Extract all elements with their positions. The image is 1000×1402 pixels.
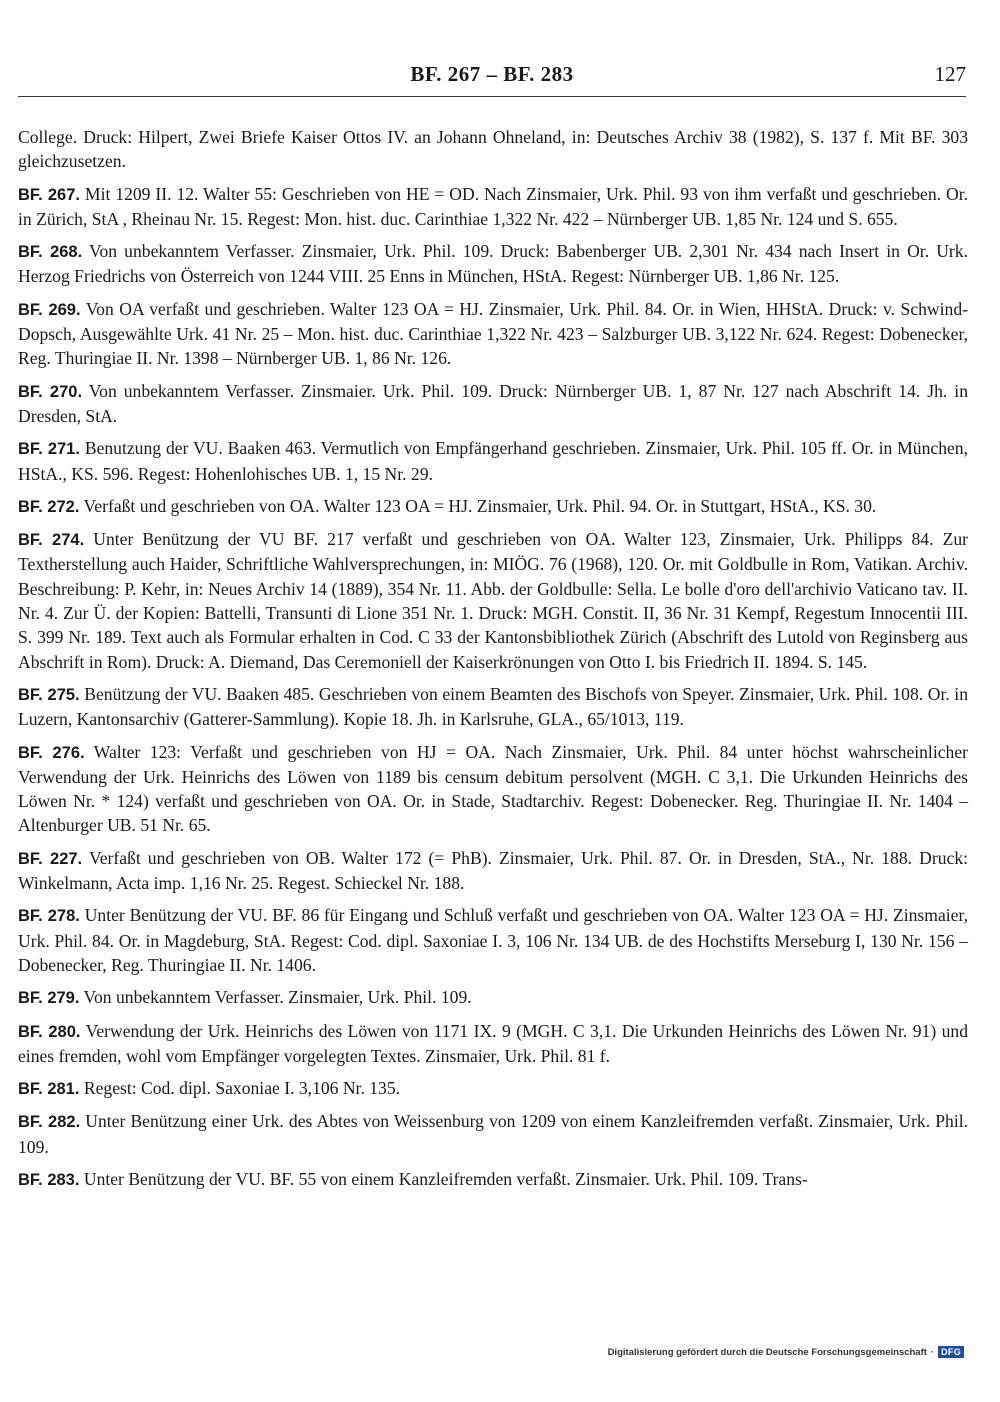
entry-id: BF. 274. [18, 531, 85, 550]
entry-id: BF. 267. [18, 185, 80, 204]
entry-text: Walter 123: Verfaßt und geschrieben von HJ = OA. Nach Zinsmaier, Urk. Phil. 84 unter höchst wahrscheinlicher Verwendung der Urk. Heinrichs des Löwen von 1189 bis censum debitum persolvent (MGH. C 3,1. Die Urkunden Heinrichs des Löwen Nr. * 124) verfaßt und geschrieben von OA. Or. in Stade, Stadtarchiv. Regest: Dobenecker. Reg. Thuringiae II. Nr. 1404 – Altenburger UB. 51 Nr. 65. [18, 741, 968, 836]
digitization-credit [608, 1346, 964, 1358]
running-title: BF. 267 – BF. 283 [410, 62, 574, 86]
entry-paragraph [18, 297, 968, 371]
header-divider [18, 96, 966, 97]
continuation-paragraph: College. Druck: Hilpert, Zwei Briefe Kaiser Ottos IV. an Johann Ohneland, in: Deutsches Archiv 38 (1982), S. 137 f. Mit BF. 303 gleichzusetzen. [18, 127, 968, 172]
entry-id: BF. 276. [18, 743, 85, 762]
entry-text: Regest: Cod. dipl. Saxoniae I. 3,106 Nr. 135. [83, 1078, 401, 1099]
entry-text: Verfaßt und geschrieben von OA. Walter 123 OA = HJ. Zinsmaier, Urk. Phil. 94. Or. in Stuttgart, HStA., KS. 30. [83, 495, 877, 516]
entry-paragraph [18, 436, 968, 486]
entry-id: BF. 271. [18, 440, 80, 459]
entry-paragraph [18, 182, 968, 232]
entry-id: BF. 278. [18, 907, 80, 926]
entry-id: BF. 281. [18, 1080, 80, 1099]
entry-paragraph [18, 682, 968, 732]
entry-id: BF. 280. [18, 1022, 81, 1041]
entry-id: BF. 270. [18, 382, 83, 401]
entry-id: BF. 272. [18, 497, 80, 516]
entry-paragraph [18, 903, 968, 977]
entry-paragraph [18, 379, 968, 429]
dfg-logo: DFG [938, 1346, 964, 1358]
entry-text: Mit 1209 II. 12. Walter 55: Geschrieben von HE = OD. Nach Zinsmaier, Urk. Phil. 93 von ihm verfaßt und geschrieben. Or. in Zürich, StA , Rheinau Nr. 15. Regest: Mon. hist. duc. Carinthiae 1,322 Nr. 422 – Nürnberger UB. 1,85 Nr. 124 und S. 655. [18, 183, 968, 229]
page-number: 127 [934, 62, 966, 86]
entry-paragraph [18, 1167, 968, 1192]
entry-paragraph [18, 1076, 968, 1101]
entry-text: Von unbekanntem Verfasser. Zinsmaier, Urk. Phil. 109. [83, 987, 472, 1008]
entry-paragraph [18, 846, 968, 896]
entry-text: Verfaßt und geschrieben von OB. Walter 172 (= PhB). Zinsmaier, Urk. Phil. 87. Or. in Dresden, StA., Nr. 188. Druck: Winkelmann, Acta imp. 1,16 Nr. 25. Regest. Schieckel Nr. 188. [18, 847, 968, 894]
entry-id: BF. 227. [18, 849, 83, 868]
entry-id: BF. 279. [18, 989, 80, 1008]
document-body [18, 125, 968, 1200]
entry-paragraph [18, 494, 968, 519]
entry-paragraph [18, 740, 968, 838]
entry-text: Unter Benützung einer Urk. des Abtes von Weissenburg von 1209 von einem Kanzleifremden verfaßt. Zinsmaier, Urk. Phil. 109. [18, 1111, 968, 1157]
entry-paragraph [18, 985, 968, 1010]
entry-paragraph [18, 239, 968, 289]
entry-paragraph [18, 1019, 968, 1069]
entry-id: BF. 269. [18, 300, 81, 319]
entry-paragraph [18, 1109, 968, 1159]
entry-text: Unter Benützung der VU. BF. 86 für Eingang und Schluß verfaßt und geschrieben von OA. Walter 123 OA = HJ. Zinsmaier, Urk. Phil. 84. Or. in Magdeburg, StA. Regest: Cod. dipl. Saxoniae I. 3, 106 Nr. 134 UB. de des Hochstifts Merseburg I, 130 Nr. 156 – Dobenecker, Reg. Thuringiae II. Nr. 1406. [18, 905, 969, 975]
entry-id: BF. 283. [18, 1170, 80, 1189]
credit-separator: · [930, 1346, 935, 1358]
entry-text: Von OA verfaßt und geschrieben. Walter 123 OA = HJ. Zinsmaier, Urk. Phil. 84. Or. in Wien, HHStA. Druck: v. Schwind-Dopsch, Ausgewählte Urk. 41 Nr. 25 – Mon. hist. duc. Carinthiae 1,322 Nr. 423 – Salzburger UB. 3,122 Nr. 624. Regest: Dobenecker, Reg. Thuringiae II. Nr. 1398 – Nürnberger UB. 1, 86 Nr. 126. [18, 298, 968, 369]
entry-text: Von unbekanntem Verfasser. Zinsmaier. Urk. Phil. 109. Druck: Nürnberger UB. 1, 87 Nr. 127 nach Abschrift 14. Jh. in Dresden, StA. [18, 380, 968, 426]
entry-text: Unter Benützung der VU BF. 217 verfaßt und geschrieben von OA. Walter 123, Zinsmaier, Urk. Philipps 84. Zur Textherstellung auch Haider, Schriftliche Wahlversprechungen, in: MIÖG. 76 (1968), 120. Or. mit Goldbulle in Rom, Vatikan. Archiv. Beschreibung: P. Kehr, in: Neues Archiv 14 (1889), 354 Nr. 11. Abb. der Goldbulle: Sella. Le bolle d'oro dell'archivio Vaticano tav. II. Nr. 4. Zur Ü. der Kopien: Battelli, Transunti di Lione 351 Nr. 1. Druck: MGH. Constit. II, 36 Nr. 31 Kempf, Regestum Innocentii III. S. 399 Nr. 189. Text auch als Formular erhalten in Cod. C 33 der Kantonsbibliothek Zürich (Abschrift des Lutold von Reginsberg aus Abschrift in Rom). Druck: A. Diemand, Das Ceremoniell der Kaiserkrönungen von Otto I. bis Friedrich II. 1894. S. 145. [18, 529, 968, 672]
entry-id: BF. 282. [18, 1113, 81, 1132]
entry-paragraph [18, 527, 968, 674]
entry-id: BF. 275. [18, 685, 80, 704]
entry-id: BF. 268. [18, 243, 83, 262]
entry-text: Unter Benützung der VU. BF. 55 von einem Kanzleifremden verfaßt. Zinsmaier. Urk. Phil. 109. Trans- [83, 1168, 808, 1189]
page-header [18, 62, 966, 94]
entry-text: Benutzung der VU. Baaken 463. Vermutlich von Empfängerhand geschrieben. Zinsmaier, Urk. Phil. 105 ff. Or. in München, HStA., KS. 596. Regest: Hohenlohisches UB. 1, 15 Nr. 29. [18, 438, 968, 484]
entry-text: Benützung der VU. Baaken 485. Geschrieben von einem Beamten des Bischofs von Speyer. Zinsmaier, Urk. Phil. 108. Or. in Luzern, Kantonsarchiv (Gatterer-Sammlung). Kopie 18. Jh. in Karlsruhe, GLA., 65/1013, 119. [18, 683, 968, 730]
entry-text: Verwendung der Urk. Heinrichs des Löwen von 1171 IX. 9 (MGH. C 3,1. Die Urkunden Heinrichs des Löwen Nr. 91) und eines fremden, wohl vom Empfänger vorgelegten Textes. Zinsmaier, Urk. Phil. 81 f. [18, 1020, 968, 1066]
entry-text: Von unbekanntem Verfasser. Zinsmaier, Urk. Phil. 109. Druck: Babenberger UB. 2,301 Nr. 434 nach Insert in Or. Urk. Herzog Friedrichs von Österreich von 1244 VIII. 25 Enns in München, HStA. Regest: Nürnberger UB. 1,86 Nr. 125. [18, 241, 968, 287]
credit-text: Digitalisierung gefördert durch die Deutsche Forschungsgemeinschaft [607, 1346, 927, 1358]
